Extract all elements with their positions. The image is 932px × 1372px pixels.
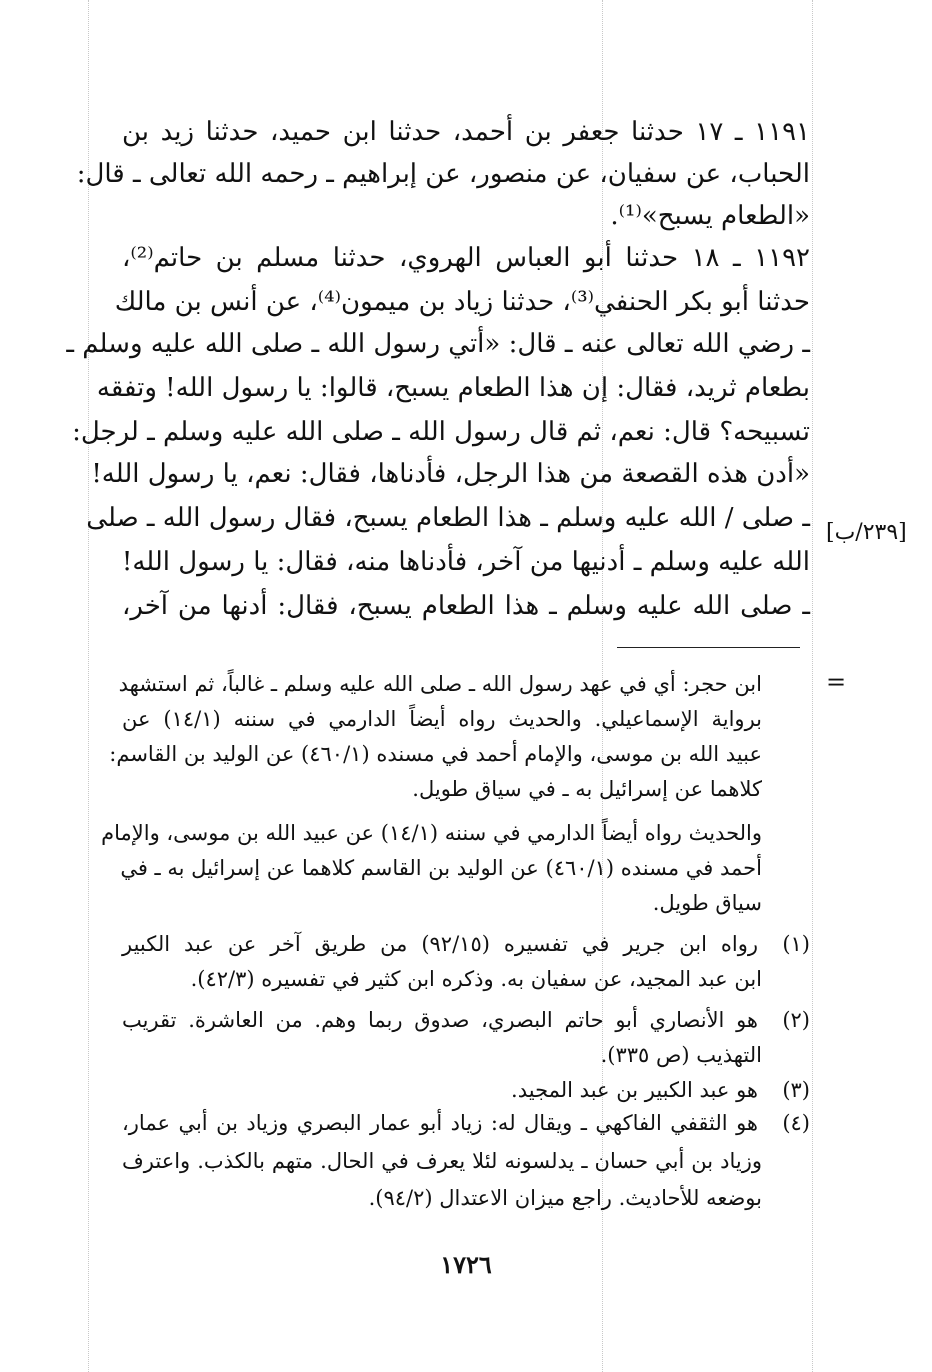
main-text-line: ـ رضي الله تعالى عنه ـ قال: «أتي رسول الله ـ صلى الله عليه وسلم ـ [66, 329, 810, 359]
margin-folio-note: [٢٣٩/ب] [826, 520, 907, 545]
main-text-line: ١١٩١ ـ ١٧ حدثنا جعفر بن أحمد، حدثنا ابن حميد، حدثنا زيد بن [122, 117, 810, 147]
footnote-2 [122, 1004, 810, 1037]
footnote-text-line: أحمد في مسنده (٤٦٠/١) عن الوليد بن القاسم كلاهما عن إسرائيل به ـ في [120, 856, 762, 880]
footnote-text-line: التهذيب (ص ٣٣٥). [600, 1043, 762, 1067]
footnote-3 [122, 1074, 810, 1107]
main-text-line: تسبيحه؟ قال: نعم، ثم قال رسول الله ـ صلى الله عليه وسلم ـ لرجل: [72, 417, 810, 447]
footnote-number: (١) [782, 932, 810, 956]
footnote-text-line: كلاهما عن إسرائيل به ـ في سياق طويل. [412, 777, 762, 801]
main-text-line: بطعام ثريد، فقال: إن هذا الطعام يسبح، قالوا: يا رسول الله! وتفقه [96, 373, 810, 403]
footnote-text-line: ابن عبد المجيد، عن سفيان به. وذكره ابن كثير في تفسيره (٤٢/٣). [190, 967, 762, 991]
footnote-number: (٣) [782, 1078, 810, 1102]
footnote-number: (٢) [782, 1008, 810, 1032]
footnote-1 [122, 928, 810, 961]
footnote-text-line: ابن حجر: أي في عهد رسول الله ـ صلى الله عليه وسلم ـ غالباً، ثم استشهد [118, 672, 762, 696]
footnote-text-line: رواه ابن جرير في تفسيره (٩٢/١٥) من طريق آخر عن عبد الكبير [122, 932, 758, 956]
footnote-text-line: هو عبد الكبير بن عبد المجيد. [511, 1078, 758, 1102]
footnote-text-line: برواية الإسماعيلي. والحديث رواه أيضاً الدارمي في سننه (١٤/١) عن [122, 707, 763, 731]
footnote-text-line: بوضعه للأحاديث. راجع ميزان الاعتدال (٩٤/٢). [368, 1186, 762, 1210]
footnote-4 [122, 1107, 810, 1140]
main-text-line: ـ صلى / الله عليه وسلم ـ هذا الطعام يسبح، فقال رسول الله ـ صلى [86, 503, 810, 533]
main-text-line: «الطعام يسبح»⁽¹⁾. [610, 201, 810, 231]
page-number: ١٧٢٦ [440, 1250, 492, 1279]
main-text-line: الحباب، عن سفيان، عن منصور، عن إبراهيم ـ رحمه الله تعالى ـ قال: [76, 159, 810, 189]
main-text-line: ١١٩٢ ـ ١٨ حدثنا أبو العباس الهروي، حدثنا مسلم بن حاتم⁽²⁾، [122, 243, 810, 273]
footnote-text-line: والحديث رواه أيضاً الدارمي في سننه (١٤/١) عن عبيد الله بن موسى، والإمام [101, 821, 762, 845]
scan-artifact-dotted-line [812, 0, 813, 1372]
main-text-line: ـ صلى الله عليه وسلم ـ هذا الطعام يسبح، فقال: أدنها من آخر، [122, 591, 810, 621]
scan-artifact-dotted-line [88, 0, 89, 1372]
footnote-text-line: هو الثقفي الفاكهي ـ ويقال له: زياد أبو عمار البصري وزياد بن أبي عمار، [122, 1111, 758, 1135]
footnote-text-line: وزياد بن أبي حسان ـ يدلسونه لئلا يعرف في الحال. متهم بالكذب. واعترف [122, 1149, 762, 1173]
main-text-line: حدثنا أبو بكر الحنفي⁽³⁾، حدثنا زياد بن ميمون⁽⁴⁾، عن أنس بن مالك [114, 287, 810, 317]
footnote-text-line: عبيد الله بن موسى، والإمام أحمد في مسنده (٤٦٠/١) عن الوليد بن القاسم: [109, 742, 762, 766]
footnote-number: (٤) [782, 1111, 810, 1135]
main-text-line: الله عليه وسلم ـ أدنيها من آخر، فأدناها منه، فقال: يا رسول الله! [121, 547, 810, 577]
main-text-line: «أدن هذه القصعة من هذا الرجل، فأدناها، فقال: نعم، يا رسول الله! [91, 459, 810, 489]
footnote-separator [617, 647, 800, 648]
footnote-text-line: سياق طويل. [652, 891, 762, 915]
footnote-continuation-marker: = [826, 668, 847, 696]
footnote-text-line: هو الأنصاري أبو حاتم البصري، صدوق ربما وهم. من العاشرة. تقريب [122, 1008, 758, 1032]
